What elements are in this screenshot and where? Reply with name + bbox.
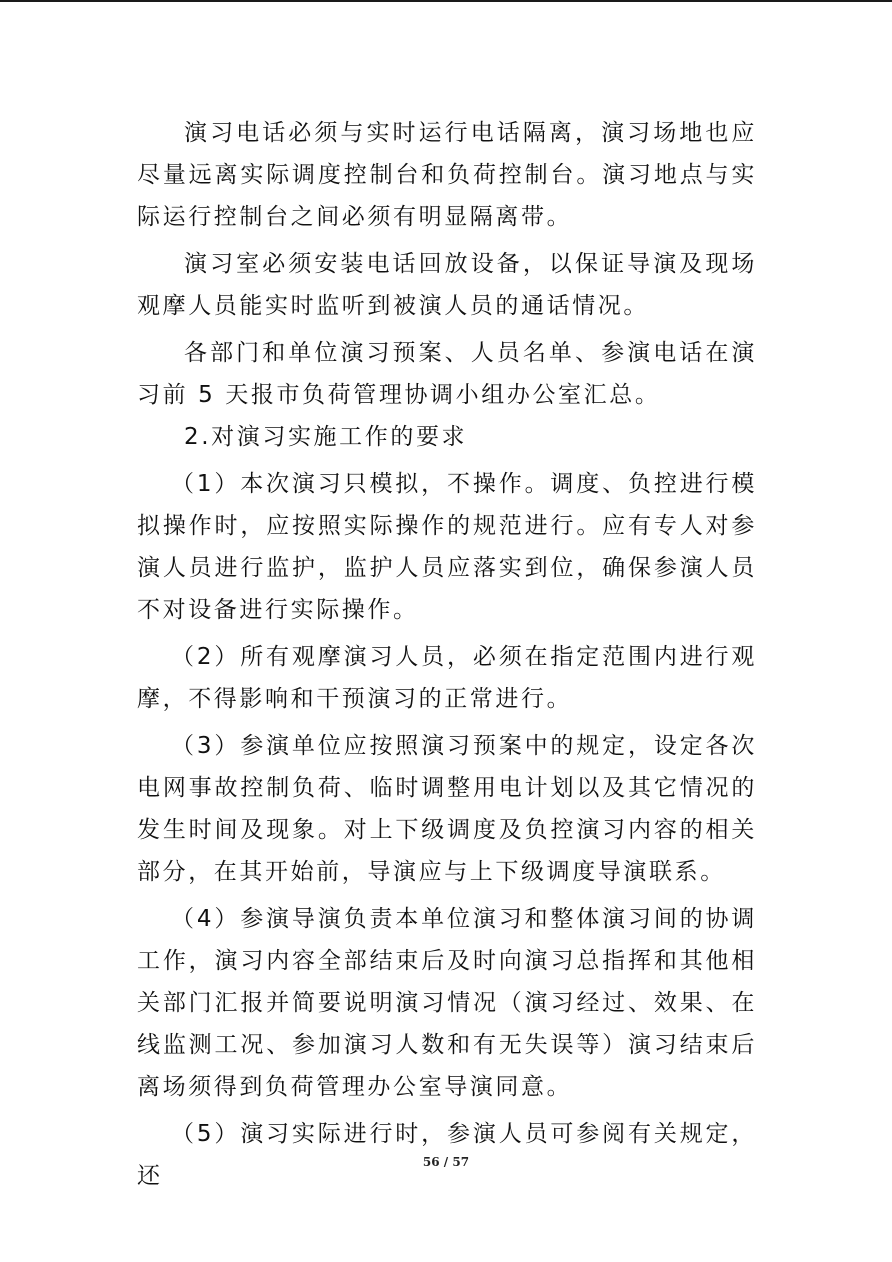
document-body	[137, 112, 757, 1197]
paragraph-playback-device: 演习室必须安装电话回放设备，以保证导演及现场观摩人员能实时监听到被演人员的通话情况。	[137, 251, 757, 319]
page-number: 56 / 57	[422, 1155, 470, 1169]
list-item-5: （5）演习实际进行时，参演人员可参阅有关规定，还	[137, 1121, 757, 1189]
paragraph-plan-submission: 各部门和单位演习预案、人员名单、参演电话在演习前 5 天报市负荷管理协调小组办公室汇总。	[137, 340, 757, 408]
list-item-4: （4）参演导演负责本单位演习和整体演习间的协调工作，演习内容全部结束后及时向演习总指挥和其他相关部门汇报并简要说明演习情况（演习经过、效果、在线监测工况、参加演习人数和有无失误等）演习结束后离场须得到负荷管理办公室导演同意。	[137, 906, 757, 1100]
list-item-1: （1）本次演习只模拟，不操作。调度、负控进行模拟操作时，应按照实际操作的规范进行。应有专人对参演人员进行监护，监护人员应落实到位，确保参演人员不对设备进行实际操作。	[137, 471, 757, 623]
paragraph-phone-isolation: 演习电话必须与实时运行电话隔离，演习场地也应尽量远离实际调度控制台和负荷控制台。演习地点与实际运行控制台之间必须有明显隔离带。	[137, 120, 757, 230]
list-item-3: （3）参演单位应按照演习预案中的规定，设定各次电网事故控制负荷、临时调整用电计划以及其它情况的发生时间及现象。对上下级调度及负控演习内容的相关部分，在其开始前，导演应与上下级调度导演联系。	[137, 733, 757, 885]
section-heading-implementation: 2.对演习实施工作的要求	[184, 424, 468, 450]
top-border-line	[0, 0, 892, 2]
list-item-2: （2）所有观摩演习人员，必须在指定范围内进行观摩，不得影响和干预演习的正常进行。	[137, 644, 757, 712]
